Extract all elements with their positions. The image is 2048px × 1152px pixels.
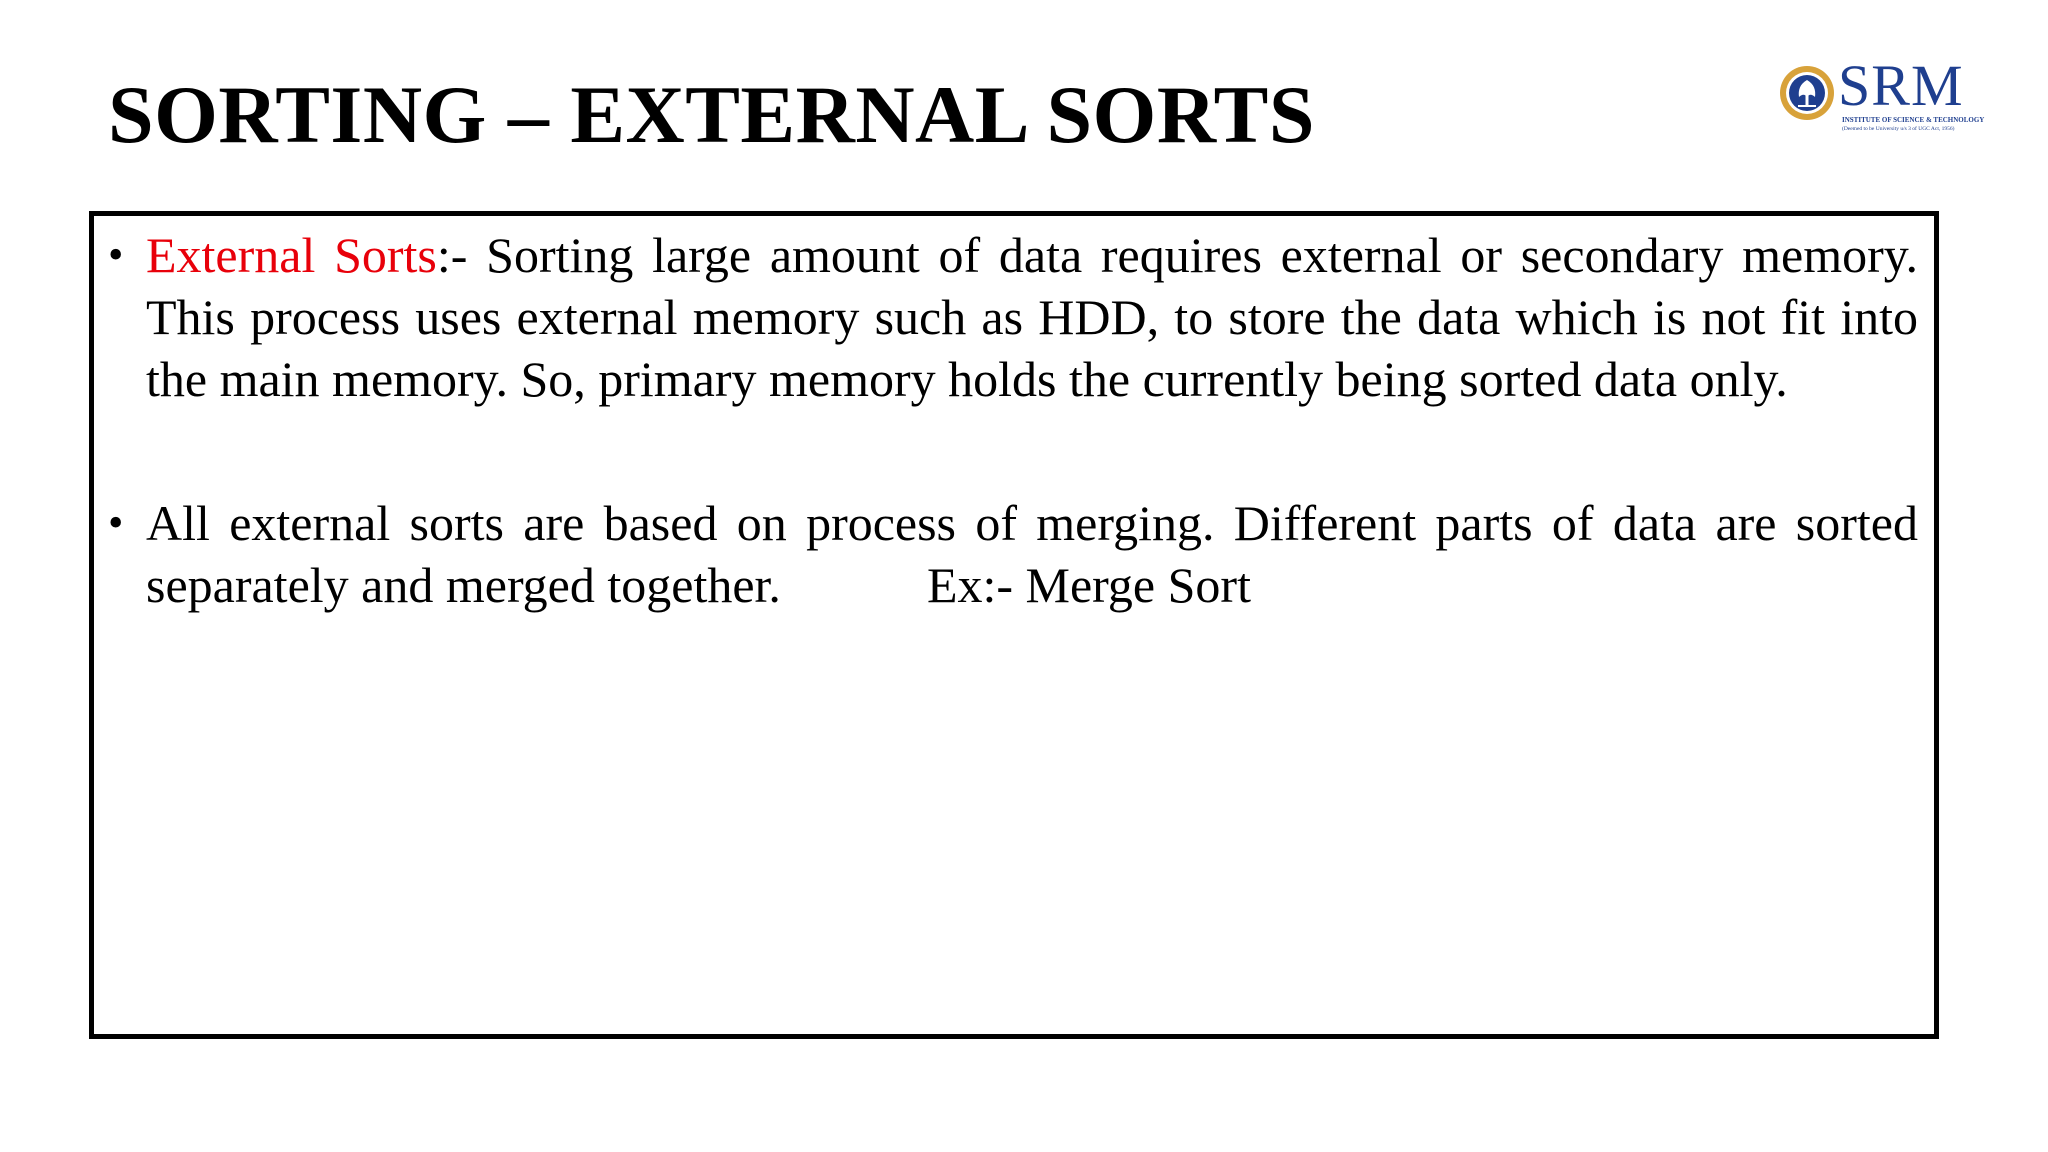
bullet-description: All external sorts are based on process of merging. Different parts of data are sorted separately and merged together. <box>146 495 1918 613</box>
bullet-description: :- Sorting large amount of data requires external or secondary memory. This process uses external memory such as HDD, to store the data which is not fit into the main memory. So, primary memory holds the currently being sorted data only. <box>146 227 1918 407</box>
logo-subtitle: INSTITUTE OF SCIENCE & TECHNOLOGY <box>1842 116 1985 124</box>
bullet-icon: • <box>108 498 124 547</box>
term-external-sorts: External Sorts <box>146 227 437 283</box>
slide-title: SORTING – EXTERNAL SORTS <box>108 69 1315 160</box>
srm-emblem-icon <box>1778 64 1836 122</box>
bullet-text <box>146 224 1918 410</box>
srm-logo <box>1778 53 1988 134</box>
example-text: Ex:- Merge Sort <box>926 557 1251 613</box>
logo-tagline: (Deemed to be University u/s 3 of UGC Act, 1956) <box>1842 126 1955 132</box>
bullet-icon: • <box>108 230 124 279</box>
bullet-text <box>146 492 1918 616</box>
logo-text: SRM <box>1838 53 1964 118</box>
